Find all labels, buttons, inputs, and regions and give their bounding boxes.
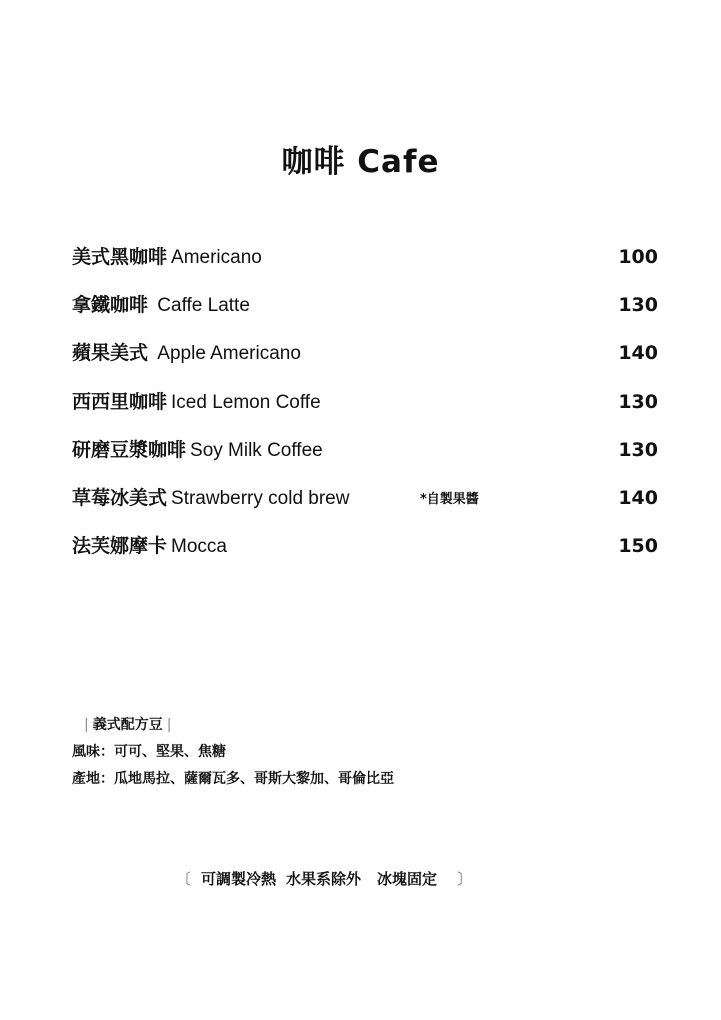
footer-note-fruit-exception: 水果系除外 — [286, 870, 362, 888]
blend-flavor: 風味：可可、堅果、焦糖 — [72, 744, 226, 760]
menu-item-caffe-latte — [72, 290, 662, 338]
divider-bar-right: | — [166, 717, 172, 733]
blend-heading-text: 義式配方豆 — [92, 717, 163, 733]
item-price: 140 — [618, 486, 658, 509]
item-name-zh: 法芙娜摩卡 — [72, 535, 168, 558]
menu-item-strawberry-cold-brew — [72, 483, 662, 531]
item-name-zh: 拿鐵咖啡 — [72, 294, 149, 317]
menu-item-apple-americano — [72, 338, 662, 386]
bracket-open: 〔 — [176, 870, 192, 888]
bracket-close: 〕 — [457, 870, 473, 888]
item-price: 130 — [618, 438, 658, 461]
item-name-en: Apple Americano — [152, 343, 301, 365]
espresso-blend-info — [72, 712, 394, 793]
item-note: *自製果醬 — [420, 491, 479, 507]
blend-origin: 產地：瓜地馬拉、薩爾瓦多、哥斯大黎加、哥倫比亞 — [72, 771, 394, 787]
menu-item-mocca — [72, 531, 662, 579]
item-name-en: Strawberry cold brew — [171, 487, 350, 509]
item-name-zh: 西西里咖啡 — [72, 390, 168, 413]
item-price: 130 — [618, 294, 658, 317]
item-name-en: Mocca — [171, 536, 227, 558]
divider-bar-left: | — [84, 717, 89, 733]
item-price: 140 — [618, 342, 658, 365]
menu-item-americano — [72, 242, 662, 290]
footer-note-hot-cold: 可調製冷熱 — [201, 870, 277, 888]
coffee-menu-list — [72, 242, 662, 579]
item-name-zh: 研磨豆漿咖啡 — [72, 438, 187, 461]
page-title: 咖啡 Cafe — [281, 144, 440, 180]
blend-heading — [72, 712, 394, 739]
item-name-en: Iced Lemon Coffe — [171, 391, 321, 413]
item-name-en: Soy Milk Coffee — [190, 439, 323, 461]
item-name-zh: 美式黑咖啡 — [72, 246, 168, 268]
footer-note-fixed-ice: 冰塊固定 — [377, 870, 438, 888]
item-price: 100 — [618, 246, 658, 268]
item-price: 130 — [618, 390, 658, 413]
item-name-en: Americano — [171, 247, 262, 268]
footer-note — [176, 868, 516, 889]
item-price: 150 — [618, 535, 658, 558]
menu-item-iced-lemon-coffee — [72, 387, 662, 435]
item-name-en: Caffe Latte — [152, 295, 250, 317]
item-name-zh: 蘋果美式 — [72, 342, 149, 365]
menu-item-soy-milk-coffee — [72, 435, 662, 483]
item-name-zh: 草莓冰美式 — [72, 486, 168, 509]
